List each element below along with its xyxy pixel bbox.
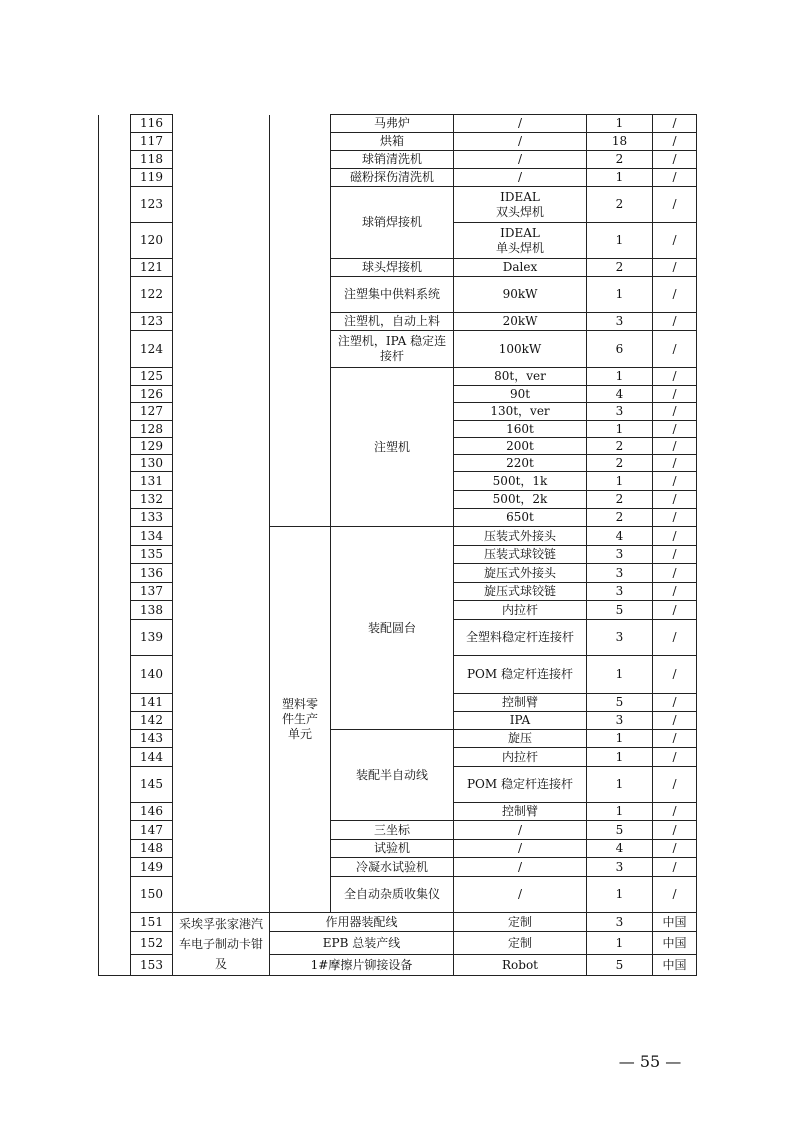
equipment-model: POM 稳定杆连接杆 [454, 767, 587, 803]
equipment-name: EPB 总装产线 [270, 932, 454, 955]
equipment-qty: 1 [587, 730, 653, 748]
equipment-origin: / [653, 694, 697, 712]
equipment-model: 内拉杆 [454, 601, 587, 620]
equipment-origin: / [653, 620, 697, 656]
row-number: 150 [131, 877, 173, 913]
equipment-model: 内拉杆 [454, 748, 587, 767]
equipment-qty: 2 [587, 438, 653, 455]
equipment-origin: / [653, 403, 697, 421]
equipment-origin: / [653, 564, 697, 583]
row-number: 128 [131, 421, 173, 438]
equipment-qty: 5 [587, 601, 653, 620]
equipment-model: 220t [454, 455, 587, 472]
equipment-qty: 3 [587, 913, 653, 932]
equipment-qty: 1 [587, 277, 653, 313]
equipment-qty: 1 [587, 767, 653, 803]
equipment-origin: / [653, 169, 697, 187]
equipment-origin: / [653, 583, 697, 601]
blank-column [99, 115, 131, 976]
equipment-model: 500t，2k [454, 491, 587, 509]
equipment-origin: / [653, 601, 697, 620]
equipment-origin: / [653, 151, 697, 169]
equipment-name: 磁粉探伤清洗机 [331, 169, 454, 187]
row-number: 137 [131, 583, 173, 601]
row-number: 134 [131, 527, 173, 546]
equipment-name: 注塑集中供料系统 [331, 277, 454, 313]
equipment-qty: 5 [587, 694, 653, 712]
row-number: 126 [131, 386, 173, 403]
equipment-model: 160t [454, 421, 587, 438]
equipment-model: 压装式外接头 [454, 527, 587, 546]
equipment-origin: / [653, 331, 697, 368]
equipment-model: / [454, 115, 587, 133]
equipment-qty: 1 [587, 877, 653, 913]
equipment-model: 控制臂 [454, 803, 587, 821]
equipment-qty: 3 [587, 583, 653, 601]
equipment-origin: / [653, 767, 697, 803]
row-number: 123 [131, 313, 173, 331]
equipment-origin: 中国 [653, 955, 697, 976]
equipment-qty: 1 [587, 932, 653, 955]
equipment-name: 球头焊接机 [331, 259, 454, 277]
equipment-qty: 3 [587, 403, 653, 421]
equipment-name: 作用器装配线 [270, 913, 454, 932]
dept-cell-blank [270, 115, 331, 527]
row-number: 139 [131, 620, 173, 656]
equipment-origin: / [653, 455, 697, 472]
equipment-origin: / [653, 527, 697, 546]
row-number: 129 [131, 438, 173, 455]
equipment-origin: 中国 [653, 913, 697, 932]
equipment-origin: / [653, 858, 697, 877]
page-number: — 55 — [618, 1052, 682, 1071]
row-number: 148 [131, 840, 173, 858]
row-number: 141 [131, 694, 173, 712]
equipment-origin: / [653, 491, 697, 509]
equipment-name: 装配圆台 [331, 527, 454, 730]
equipment-name: 试验机 [331, 840, 454, 858]
row-number: 123 [131, 187, 173, 223]
equipment-qty: 1 [587, 169, 653, 187]
row-number: 140 [131, 656, 173, 694]
row-number: 125 [131, 368, 173, 386]
equipment-origin: / [653, 277, 697, 313]
equipment-model: 旋压式外接头 [454, 564, 587, 583]
row-number: 145 [131, 767, 173, 803]
equipment-model: IPA [454, 712, 587, 730]
equipment-qty: 5 [587, 821, 653, 840]
equipment-qty: 2 [587, 259, 653, 277]
equipment-qty: 6 [587, 331, 653, 368]
equipment-qty: 4 [587, 386, 653, 403]
equipment-name: 注塑机，自动上料 [331, 313, 454, 331]
equipment-origin: / [653, 421, 697, 438]
equipment-qty: 3 [587, 313, 653, 331]
row-number: 133 [131, 509, 173, 527]
equipment-model: 20kW [454, 313, 587, 331]
equipment-name: 烘箱 [331, 133, 454, 151]
equipment-qty: 3 [587, 858, 653, 877]
equipment-qty: 1 [587, 115, 653, 133]
equipment-qty: 2 [587, 187, 653, 223]
equipment-origin: / [653, 259, 697, 277]
company-cell-blank [173, 115, 270, 913]
row-number: 146 [131, 803, 173, 821]
equipment-origin: / [653, 472, 697, 491]
row-number: 144 [131, 748, 173, 767]
row-number: 118 [131, 151, 173, 169]
equipment-table [98, 114, 697, 976]
row-number: 117 [131, 133, 173, 151]
equipment-origin: / [653, 438, 697, 455]
row-number: 142 [131, 712, 173, 730]
equipment-qty: 3 [587, 564, 653, 583]
equipment-name: 球销清洗机 [331, 151, 454, 169]
equipment-qty: 2 [587, 455, 653, 472]
equipment-origin: / [653, 840, 697, 858]
equipment-model: Robot [454, 955, 587, 976]
row-number: 152 [131, 932, 173, 955]
equipment-origin: / [653, 368, 697, 386]
equipment-origin: / [653, 133, 697, 151]
equipment-qty: 1 [587, 472, 653, 491]
row-number: 130 [131, 455, 173, 472]
equipment-model: 100kW [454, 331, 587, 368]
row-number: 132 [131, 491, 173, 509]
equipment-model: 130t，ver [454, 403, 587, 421]
row-number: 121 [131, 259, 173, 277]
equipment-qty: 1 [587, 421, 653, 438]
equipment-name: 1#摩擦片铆接设备 [270, 955, 454, 976]
equipment-qty: 3 [587, 546, 653, 564]
row-number: 120 [131, 223, 173, 259]
equipment-model: / [454, 133, 587, 151]
row-number: 124 [131, 331, 173, 368]
equipment-name: 全自动杂质收集仪 [331, 877, 454, 913]
equipment-qty: 2 [587, 151, 653, 169]
equipment-qty: 1 [587, 656, 653, 694]
equipment-qty: 3 [587, 712, 653, 730]
equipment-model: 650t [454, 509, 587, 527]
equipment-model: POM 稳定杆连接杆 [454, 656, 587, 694]
row-number: 153 [131, 955, 173, 976]
row-number: 138 [131, 601, 173, 620]
equipment-qty: 1 [587, 368, 653, 386]
equipment-model: Dalex [454, 259, 587, 277]
equipment-origin: / [653, 821, 697, 840]
equipment-qty: 4 [587, 527, 653, 546]
equipment-qty: 1 [587, 748, 653, 767]
equipment-origin: / [653, 748, 697, 767]
row-number: 122 [131, 277, 173, 313]
row-number: 116 [131, 115, 173, 133]
equipment-model: / [454, 840, 587, 858]
equipment-model: 定制 [454, 932, 587, 955]
equipment-name: 球销焊接机 [331, 187, 454, 259]
equipment-model: / [454, 169, 587, 187]
equipment-origin: / [653, 187, 697, 223]
row-number: 147 [131, 821, 173, 840]
row-number: 151 [131, 913, 173, 932]
equipment-origin: / [653, 546, 697, 564]
equipment-model: 90t [454, 386, 587, 403]
row-number: 136 [131, 564, 173, 583]
company-cell: 采埃孚张家港汽车电子制动卡钳及 [173, 913, 270, 976]
equipment-name: 冷凝水试验机 [331, 858, 454, 877]
equipment-qty: 1 [587, 803, 653, 821]
row-number: 143 [131, 730, 173, 748]
equipment-name: 注塑机，IPA 稳定连接杆 [331, 331, 454, 368]
equipment-origin: / [653, 313, 697, 331]
equipment-model: 200t [454, 438, 587, 455]
row-number: 119 [131, 169, 173, 187]
equipment-origin: / [653, 803, 697, 821]
equipment-origin: / [653, 712, 697, 730]
dept-cell: 塑料零件生产单元 [270, 527, 331, 913]
equipment-model: 旋压式球铰链 [454, 583, 587, 601]
equipment-origin: / [653, 730, 697, 748]
equipment-name: 马弗炉 [331, 115, 454, 133]
equipment-model: 90kW [454, 277, 587, 313]
equipment-model: / [454, 151, 587, 169]
equipment-qty: 18 [587, 133, 653, 151]
equipment-origin: 中国 [653, 932, 697, 955]
equipment-model: 全塑料稳定杆连接杆 [454, 620, 587, 656]
equipment-qty: 2 [587, 491, 653, 509]
equipment-name: 三坐标 [331, 821, 454, 840]
equipment-qty: 2 [587, 509, 653, 527]
equipment-model: / [454, 858, 587, 877]
row-number: 149 [131, 858, 173, 877]
equipment-model: 定制 [454, 913, 587, 932]
equipment-origin: / [653, 223, 697, 259]
equipment-model: / [454, 821, 587, 840]
equipment-qty: 5 [587, 955, 653, 976]
equipment-model: 500t，1k [454, 472, 587, 491]
equipment-model: 80t，ver [454, 368, 587, 386]
equipment-model: IDEAL 单头焊机 [454, 223, 587, 259]
row-number: 127 [131, 403, 173, 421]
equipment-origin: / [653, 656, 697, 694]
equipment-origin: / [653, 509, 697, 527]
equipment-name: 装配半自动线 [331, 730, 454, 821]
equipment-qty: 3 [587, 620, 653, 656]
equipment-model: / [454, 877, 587, 913]
equipment-model: IDEAL 双头焊机 [454, 187, 587, 223]
equipment-origin: / [653, 386, 697, 403]
equipment-origin: / [653, 115, 697, 133]
row-number: 131 [131, 472, 173, 491]
row-number: 135 [131, 546, 173, 564]
equipment-qty: 4 [587, 840, 653, 858]
equipment-model: 控制臂 [454, 694, 587, 712]
equipment-qty: 1 [587, 223, 653, 259]
equipment-model: 旋压 [454, 730, 587, 748]
equipment-model: 压装式球铰链 [454, 546, 587, 564]
equipment-name: 注塑机 [331, 368, 454, 527]
equipment-origin: / [653, 877, 697, 913]
